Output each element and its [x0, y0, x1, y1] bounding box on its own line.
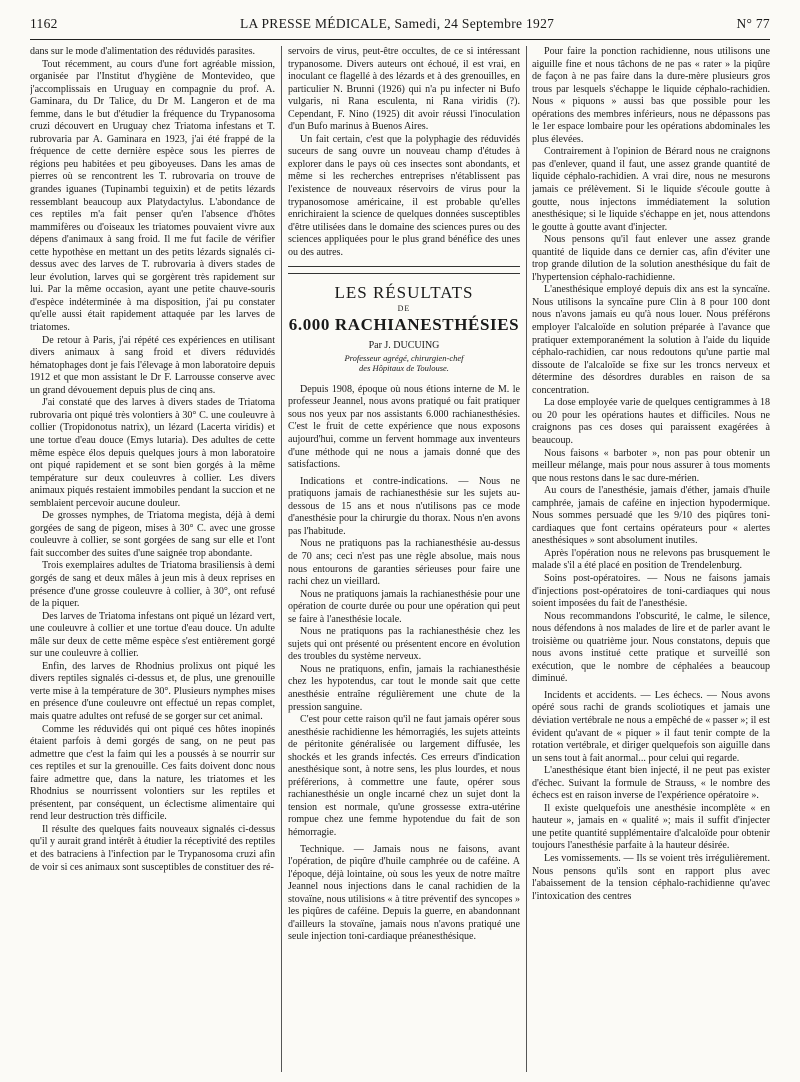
- issue-number: N° 77: [736, 16, 770, 31]
- page-number: 1162: [30, 16, 58, 31]
- paragraph: De retour à Paris, j'ai répété ces expériences en utilisant divers animaux à sang froid et divers réduvidés hématophages dont je fais l'élevage à mon laboratoire depuis 1912 et que mon assistant le Dr F. Larrousse conserve avec un grand dévouement depuis plus de cinq ans.: [30, 334, 275, 396]
- paragraph: Il résulte des quelques faits nouveaux signalés ci-dessus qu'il y aurait grand intérêt à étudier la réceptivité des reptiles et des batraciens à l'infection par le Trypanosoma cruzi afin de voir si ces animaux sont susceptibles de constituer des ré-: [30, 823, 275, 873]
- article-title-block: [288, 282, 520, 374]
- paragraph: Des larves de Triatoma infestans ont piqué un lézard vert, une couleuvre à collier et une tortue d'eau douce. Un adulte mâle sur deux de cette même espèce s'est entièrement gorgé sur une couleuvre à collier.: [30, 610, 275, 660]
- paragraph: Technique. — Jamais nous ne faisons, avant l'opération, de piqûre d'huile camphrée ou de caféine. A l'époque, déjà lointaine, où sous les yeux de notre maître Jeannel nous injections dans le canal rachidien de la stovaïne, nous utilisions « à titre préventif des syncopes » les piqûres de caféine. Depuis la guerre, en abandonnant d'ailleurs la stovaïne, jamais nous n'avons pratiqué une seule injection toni-cardiaque préanesthésique.: [288, 843, 520, 943]
- header-rule: [30, 39, 770, 40]
- paragraph: Nous recommandons l'obscurité, le calme, le silence, nous défendons à nos malades de lire et de parler avant le troisième ou quatrième jour. Nous constatons, depuis que nous avons institué cette pratique et surveillé son exécution, que le nombre de céphalées a beaucoup diminué.: [532, 610, 770, 685]
- paragraph: L'anesthésique étant bien injecté, il ne peut pas exister d'échec. Suivant la formule de Strauss, « le nombre des échecs est en raison inverse de l'expérience opératoire ».: [532, 765, 770, 802]
- paragraph: Enfin, des larves de Rhodnius prolixus ont piqué les divers reptiles signalés ci-dessus et, de plus, une grenouille verte mise à la température de 30°. Plusieurs nymphes mises en présence d'une couleuvre ont effectué un repas complet, mais quatre adultes ont refusé de se gorger sur cet animal.: [30, 660, 275, 722]
- paragraph: Nous ne pratiquons pas la rachianesthésie au-dessus de 70 ans; ceci n'est pas une règle absolue, mais nous nous entourons de garanties sérieuses pour faire une rachi chez un vieillard.: [288, 538, 520, 588]
- paragraph: dans sur le mode d'alimentation des réduvidés parasites.: [30, 46, 256, 57]
- paragraph: Nous ne pratiquons pas la rachianesthésie chez les sujets qui ont présenté ou présentent encore en évolution des troubles du système nerveux.: [288, 626, 520, 663]
- paragraph: Au cours de l'anesthésie, jamais d'éther, jamais d'huile camphrée, jamais de caféine en injection hypodermique. Nous sommes persuadé que les 9/10 des piqûres toni-cardiaques que font certains opérateurs pour « alertes anesthésiques » sont absolument inutiles.: [532, 485, 770, 547]
- article-separator: [288, 266, 520, 267]
- paragraph: Il existe quelquefois une anesthésie incomplète « en hauteur », jamais en « qualité »; mais il suffit d'injecter une petite quantité supplémentaire d'alcaloïde pour obtenir toujours l'anesthésie parfaite à la hauteur désirée.: [532, 802, 770, 852]
- paragraph: Indications et contre-indications. — Nous ne pratiquons jamais de rachianesthésie sur les sujets au-dessous de 15 ans et nous n'utilisons pas ce mode d'anesthésie pour la chirurgie du thorax. Nous n'en avons pas l'habitude.: [288, 475, 520, 537]
- masthead: LA PRESSE MÉDICALE, Samedi, 24 Septembre 1927: [239, 16, 555, 31]
- column-3: [532, 46, 770, 1072]
- column-divider: [281, 46, 282, 1072]
- paragraph: Les vomissements. — Ils se voient très irrégulièrement. Nous pensons qu'ils sont en rapport plus avec l'abaissement de la tension céphalo-rachidienne qu'avec l'intoxication des centres: [532, 853, 770, 902]
- paragraph: Depuis 1908, époque où nous étions interne de M. le professeur Jeannel, nous avons pratiqué ou fait pratiquer sous nos yeux par nos assistants 6.000 rachianesthésies. C'est le fruit de cette expérience que nous exposons aujourd'hui, comme un fervent hommage aux inventeurs d'une méthode qui ne nous a jamais donné que des satisfactions.: [288, 383, 520, 471]
- column-1: [30, 46, 275, 1072]
- paragraph: Trois exemplaires adultes de Triatoma brasiliensis à demi gorgés de sang et deux mâles à jeun mis à deux reprises en présence d'une grosse couleuvre à collier, à 30°, ont refusé de la piquer.: [30, 560, 275, 610]
- paragraph: Comme les réduvidés qui ont piqué ces hôtes inopinés étaient parfois à demi gorgés de sang, on ne peut pas admettre que c'est la faim qui les a poussés à se nourrir sur ces reptiles et sur la grenouille. Ces faits doivent donc nous faire admettre que, dans la nature, les triatomes et les Rhodnius se nourrissent volontiers sur les reptiles et présentent, par conséquent, un éclectisme alimentaire qui rend leur destruction très difficile.: [30, 723, 275, 823]
- paragraph: Soins post-opératoires. — Nous ne faisons jamais d'injections post-opératoires de toni-cardiaques qui nous soient imposées du fait de l'anesthésie.: [532, 572, 770, 610]
- paragraph: Incidents et accidents. — Les échecs. — Nous avons opéré sous rachi de grands scoliotiques et jamais une déviation vertébrale ne nous a empêché de « passer »; il est évident qu'avant de « piquer » il faut tenir compte de la rotation vertébrale, et diriger quelquefois son aiguille dans un sens tout à fait anormal... pour celui qui regarde.: [532, 689, 770, 764]
- column-divider: [526, 46, 527, 1072]
- article-title-line-3: 6.000 RACHIANESTHÉSIES: [288, 315, 520, 335]
- column-2: [288, 46, 520, 1072]
- article-title-line-1: LES RÉSULTATS: [334, 283, 474, 303]
- paragraph: Contrairement à l'opinion de Bérard nous ne craignons pas d'enlever, quand il faut, une assez grande quantité de liquide céphalo-rachidien. A vrai dire, nous ne mesurons jamais ce prélèvement. Si le liquide s'écoule goutte à goutte, nous injectons immédiatement la solution anesthésique; si le liquide s'échappe en jet, nous attendons le goutte à goutte avant d'injecter.: [532, 146, 770, 233]
- article-separator: [288, 273, 520, 274]
- paragraph: Nous faisons « barboter », non pas pour obtenir un meilleur mélange, mais pour nous assurer à tous moments que nous restons dans le sac dure-mérien.: [532, 447, 770, 484]
- author-affiliation: des Hôpitaux de Toulouse.: [359, 363, 449, 374]
- paragraph: De grosses nymphes, de Triatoma megista, déjà à demi gorgées de sang de pigeon, mises à 30° C. avec une grosse couleuvre à collier, se sont gorgées de sang sur elle et l'ont fait succomber des suites d'une saignée trop abondante.: [30, 510, 275, 559]
- paragraph: Nous ne pratiquons, enfin, jamais la rachianesthésie chez les hypotendus, car tout le monde sait que cette anesthésie entraîne régulièrement une chute de la pression sanguine.: [288, 663, 520, 713]
- article-title-line-2: DE: [397, 304, 411, 314]
- paragraph: Après l'opération nous ne relevons pas brusquement le malade s'il a été placé en position de Trendelenburg.: [532, 547, 770, 572]
- paragraph: Nous ne pratiquons jamais la rachianesthésie pour une opération de courte durée ou pour une opération qui peut se faire à l'anesthésie locale.: [288, 588, 520, 625]
- paragraph: L'anesthésique employé depuis dix ans est la syncaïne. Nous utilisons la syncaïne pure Clin à 8 pour 100 dont nous n'avons jamais eu qu'à nous louer. Nous préférons employer l'alcaloïde en solution préparée à l'avance que pratiquer extemporanément la solution à l'aide du liquide céphalo-rachidien, car nous redoutons qu'une partie mal dissoute de l'alcaloïde se fixe sur les troncs nerveux et détermine des désordres durables en raison de sa concentration.: [532, 284, 770, 396]
- author-affiliation: Professeur agrégé, chirurgien-chef: [344, 352, 464, 363]
- paragraph: J'ai constaté que des larves à divers stades de Triatoma rubrovaria ont piqué très volontiers à 30° C. une couleuvre à collier (Tropidonotus natrix), un lézard (Lacerta viridis) et une tortue d'eau douce (Emys lutaria). Des adultes de cette même espèce élos depuis quelques jours à mon laboratoire ont piqué rapidement et se sont bien gorgés à la même température sur deux couleuvres à collier. Les divers animaux piqués restaient immobiles pendant la succion et ne semblaient percevoir aucune douleur.: [30, 397, 275, 509]
- paragraph: servoirs de virus, peut-être occultes, de ce si intéressant trypanosome. Divers auteurs ont échoué, il est vrai, en inoculant ce flagellé à des lézards et à des grenouilles, en particulier N. Brunni (1926) qui n'a pu infecter ni Bufo vulgaris, ni Rana esculenta, ni Rana viridis (?). Cependant, F. Nino (1925) dit avoir réussi l'inoculation d'un Bufo marinus à Buenos Aires.: [288, 46, 520, 133]
- page-header: [30, 16, 770, 38]
- paragraph: Nous pensons qu'il faut enlever une assez grande quantité de liquide dans ce dernier cas, afin d'éviter une trop grande dilution de la solution anesthésique du fait de l'hypertension céphalo-rachidienne.: [532, 234, 770, 283]
- paragraph: Un fait certain, c'est que la polyphagie des réduvidés suceurs de sang ouvre un nouveau champ d'études à explorer dans le pays où ces insectes sont abondants, et même si les recherches entreprises n'établissent pas l'existence de nouveaux réservoirs de virus pour la trypanosomose américaine, il est probable qu'elles enrichiraient la science de quelques données susceptibles d'être utilisées dans le domaine des sciences pures ou des sciences appliquées pour le plus grand bénéfice des unes ou des autres.: [288, 133, 520, 258]
- paragraph: Pour faire la ponction rachidienne, nous utilisons une aiguille fine et nous tâchons de ne pas « rater » la piqûre de façon à ne pas faire dans la dure-mère plusieurs gros trous par lesquels s'échappe le liquide céphalo-rachidien. Nous « piquons » aussi bas que possible pour les opérations des membres inférieurs, nous ne dépassons pas le 1er espace lombaire pour les opérations abdominales les plus élevées.: [532, 46, 770, 145]
- article-author: Par J. DUCUING: [368, 340, 440, 352]
- paragraph: C'est pour cette raison qu'il ne faut jamais opérer sous anesthésie rachidienne les hémorragiés, les sujets atteints de péritonite généralisée ou largement diffusée, les shockés et les grands infectés. Ces erreurs d'indication anesthésique sont, à notre sens, les plus lourdes, et nous préférerions, à commettre une faute, opérer sous rachianesthésie un ongle incarné chez un sujet dont la tension est normale, qu'une grossesse extra-utérine rompue chez une femme hypotendue du fait de son hémorragie.: [288, 714, 520, 838]
- paragraph: Tout récemment, au cours d'une fort agréable mission, organisée par l'Institut d'hygiène de Montevideo, que j'accomplissais en Uruguay en compagnie du prof. A. Gaminara, du Dr Talice, du Dr M. Langeron et de ma femme, dans le but d'étudier la fréquence du Trypanosoma cruzi découvert en Uruguay chez Triatoma infestans et T. rubrovaria par A. Gaminara en 1923, j'ai été frappé de la fréquence de cette dernière espèce sous les pierres de régions peu habitées et peu giboyeuses. Dans les amas de pierres où se rencontrent les T. rubrovaria on trouve de grandes iguanes (Tupinambi teguixin) et de petits lézards ressemblant beaucoup aux Platydactylus. L'abondance de ces reptiles m'a fait penser qu'en l'absence d'hôtes mammifères ou d'oiseaux les triatomes pouvaient vivre aux dépens d'animaux à sang froid. Il me fut facile de vérifier cette hypothèse en mettant un des petits lézards signalés ci-dessus avec des larves de T. rubrovaria à divers stades de leur évolution, larves qui se gorgèrent très rapidement sur lui. Par la même occasion, ayant une petite chauve-souris d'espèce indéterminée à ma disposition, j'ai pu constater qu'elle aussi était rapidement attaquée par les larves de triatomes.: [30, 58, 275, 334]
- paragraph: La dose employée varie de quelques centigrammes à 18 ou 20 pour les opérations hautes et difficiles. Nous ne craignons pas ces doses qui paraissent exagérées à beaucoup.: [532, 397, 770, 446]
